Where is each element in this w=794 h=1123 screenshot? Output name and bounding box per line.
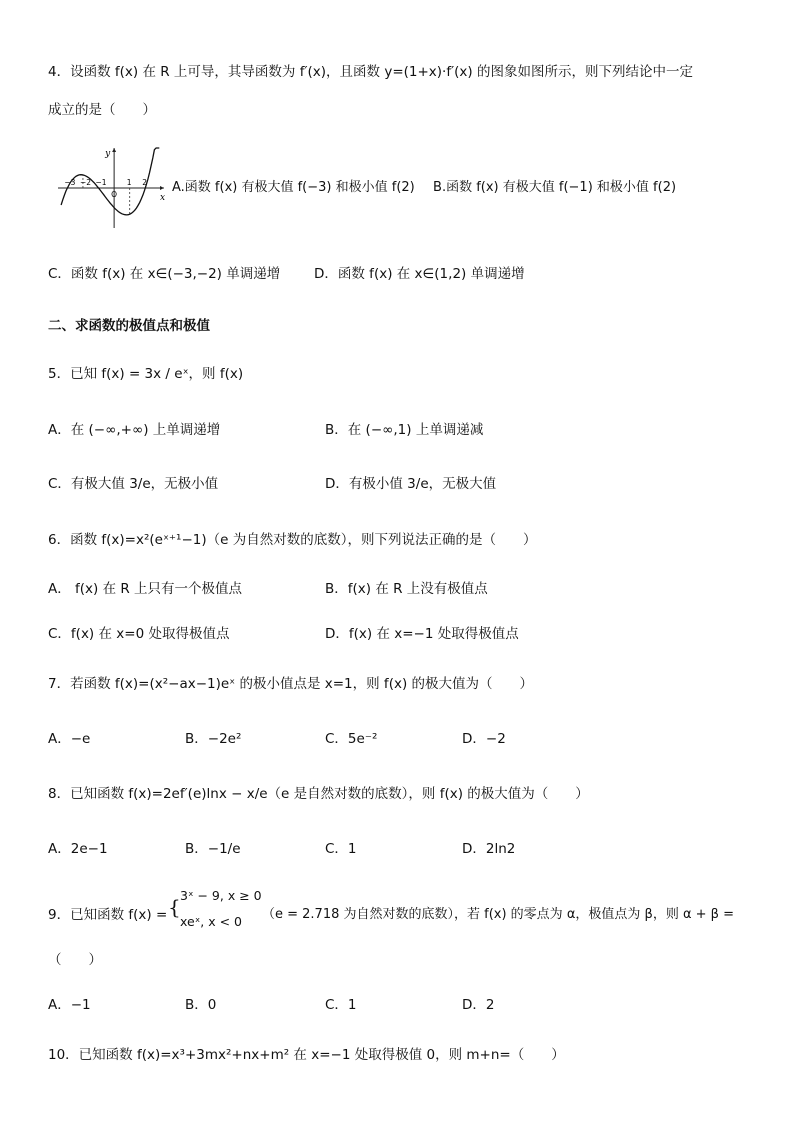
q7-option-b[interactable]: B．−2e² <box>185 731 242 747</box>
q9-case-2: xeˣ, x < 0 <box>180 914 242 929</box>
q9-case-1: 3ˣ − 9, x ≥ 0 <box>180 888 262 903</box>
tick-label: 1 <box>126 178 132 187</box>
q5-option-c[interactable]: C．有极大值 3/e，无极小值 <box>48 476 219 492</box>
q6-option-b[interactable]: B．f(x) 在 R 上没有极值点 <box>325 581 488 597</box>
q4-option-b[interactable]: B.函数 f(x) 有极大值 f(−1) 和极小值 f(2) <box>433 180 677 195</box>
q6-option-d[interactable]: D．f(x) 在 x=−1 处取得极值点 <box>325 626 519 642</box>
q5-stem: 5．已知 f(x) = 3x / eˣ，则 f(x) <box>48 366 244 382</box>
x-axis-label: x <box>160 193 166 203</box>
q8-option-d[interactable]: D．2ln2 <box>462 841 516 857</box>
q5-option-d[interactable]: D．有极小值 3/e，无极大值 <box>325 476 497 492</box>
q8-option-b[interactable]: B．−1/e <box>185 841 241 857</box>
x-axis-arrow <box>160 186 164 190</box>
q9-option-b[interactable]: B．0 <box>185 997 217 1013</box>
q4-option-a[interactable]: A.函数 f(x) 有极大值 f(−3) 和极小值 f(2) <box>172 180 415 195</box>
q4-function-graph <box>52 142 170 234</box>
q8-option-a[interactable]: A．2e−1 <box>48 841 108 857</box>
q10-stem: 10．已知函数 f(x)=x³+3mx²+nx+m² 在 x=−1 处取得极值 0，则 m+n=（ ） <box>48 1047 565 1063</box>
y-axis-label: y <box>105 149 111 159</box>
q9-option-a[interactable]: A．−1 <box>48 997 91 1013</box>
q4-options-ab <box>172 176 676 195</box>
q9-piecewise-brace: { <box>168 895 181 919</box>
q7-option-a[interactable]: A．−e <box>48 731 91 747</box>
q6-stem: 6．函数 f(x)=x²(eˣ⁺¹−1)（e 为自然对数的底数），则下列说法正确的是（ ） <box>48 532 537 548</box>
q9-option-c[interactable]: C．1 <box>325 997 357 1013</box>
section-heading: 二、求函数的极值点和极值 <box>48 318 210 334</box>
y-axis-arrow <box>112 148 116 152</box>
q9-stem-line2: （ ） <box>48 952 102 968</box>
tick-label: −1 <box>95 178 107 187</box>
q6-option-c[interactable]: C．f(x) 在 x=0 处取得极值点 <box>48 626 230 642</box>
q9-option-d[interactable]: D．2 <box>462 997 495 1013</box>
q4-stem-line1: 4．设函数 f(x) 在 R 上可导，其导函数为 f′(x)，且函数 y=(1+x)·f′(x) 的图象如图所示，则下列结论中一定 <box>48 64 693 80</box>
q5-option-b[interactable]: B．在 (−∞,1) 上单调递减 <box>325 422 484 438</box>
q7-option-c[interactable]: C．5e⁻² <box>325 731 378 747</box>
tick-label: 2 <box>142 178 148 187</box>
tick-label: −3 <box>64 178 76 187</box>
q4-stem-line2: 成立的是（ ） <box>48 102 156 118</box>
q6-option-a[interactable]: A． f(x) 在 R 上只有一个极值点 <box>48 581 243 597</box>
q8-option-c[interactable]: C．1 <box>325 841 357 857</box>
q4-option-c[interactable]: C．函数 f(x) 在 x∈(−3,−2) 单调递增 <box>48 266 281 282</box>
tick-label: O <box>111 190 118 199</box>
q9-stem-post: （e = 2.718 为自然对数的底数），若 f(x) 的零点为 α，极值点为 β，则 α + β = <box>262 907 734 922</box>
q7-stem: 7．若函数 f(x)=(x²−ax−1)eˣ 的极小值点是 x=1，则 f(x) 的极大值为（ ） <box>48 676 534 692</box>
q7-option-d[interactable]: D．−2 <box>462 731 506 747</box>
q5-option-a[interactable]: A．在 (−∞,+∞) 上单调递增 <box>48 422 221 438</box>
q8-stem: 8．已知函数 f(x)=2ef′(e)lnx − x/e（e 是自然对数的底数），则 f(x) 的极大值为（ ） <box>48 786 589 802</box>
tick-label: −2 <box>79 178 92 187</box>
q9-stem-pre: 9．已知函数 f(x) = <box>48 907 168 923</box>
q4-option-d[interactable]: D．函数 f(x) 在 x∈(1,2) 单调递增 <box>314 266 525 282</box>
